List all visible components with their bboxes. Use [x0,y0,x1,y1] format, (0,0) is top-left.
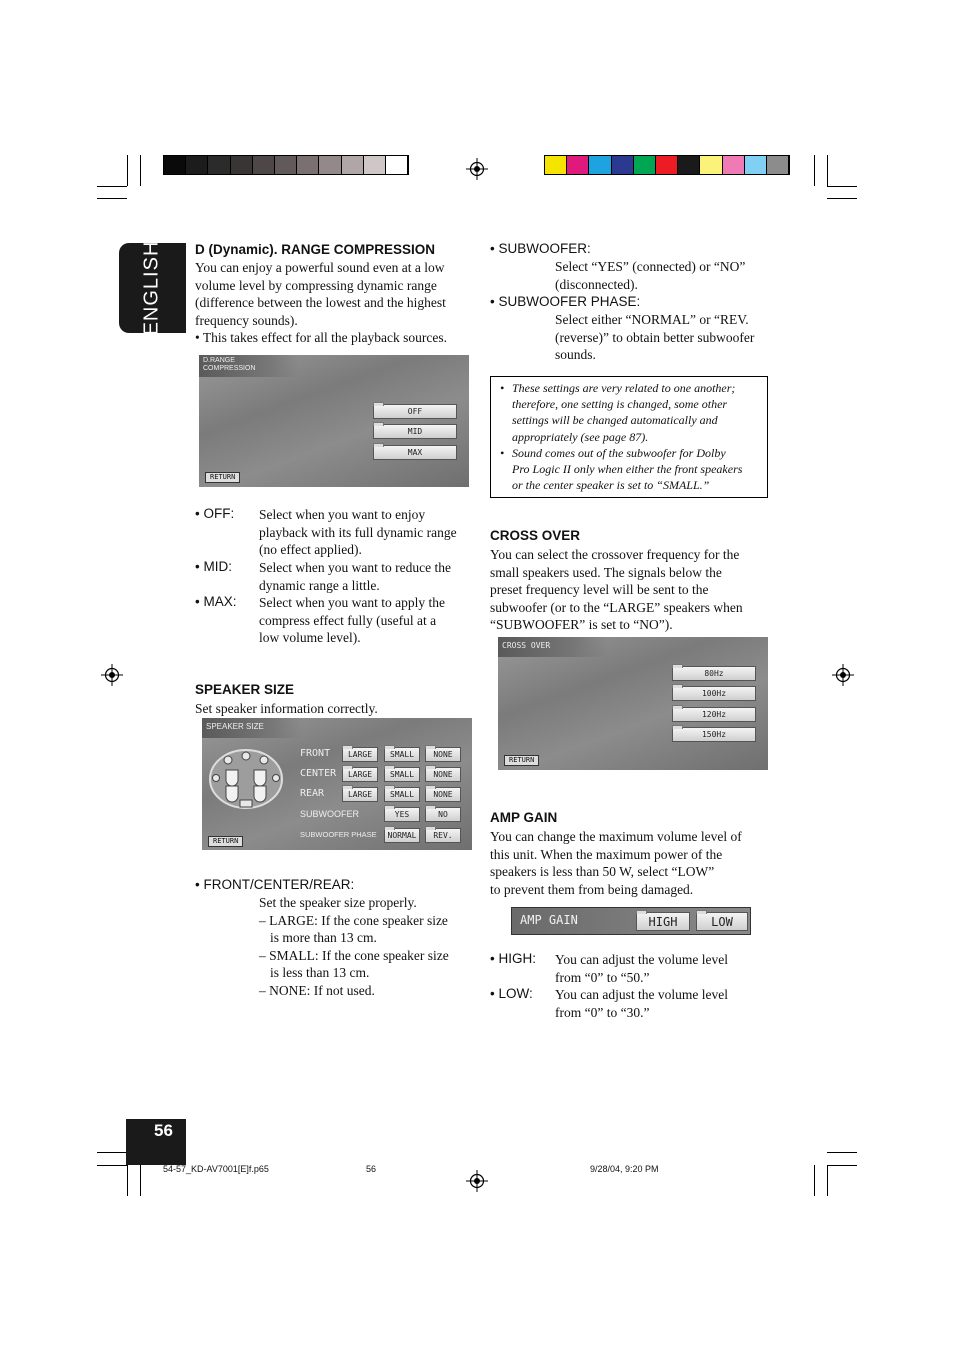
subwoofer-yes-button[interactable]: YES [384,807,420,822]
crop-mark [814,1165,815,1196]
text-line: is more than 13 cm. [270,930,377,946]
registration-target-icon [832,664,854,686]
color-swatch [612,156,634,174]
crop-mark [827,1165,857,1166]
color-swatch [386,156,408,174]
speaker-layout-icon [208,748,284,810]
text-line: playback with its full dynamic range [259,524,457,540]
color-swatch [634,156,656,174]
phase-rev-button[interactable]: REV. [425,828,461,843]
amp-gain-desc [490,828,770,898]
item-label: FRONT/CENTER/REAR: [203,877,355,892]
text-line: frequency sounds). [195,312,298,328]
text-line: settings will be changed automatically and [512,413,718,428]
item-label: MID: [203,559,232,574]
color-swatch [656,156,678,174]
color-swatch [208,156,230,174]
text-line: Set the speaker size properly. [259,895,417,910]
text-line: small speakers used. The signals below the [490,564,722,580]
subwoofer-phase-row-label: SUBWOOFER PHASE [300,830,377,839]
color-swatch [231,156,253,174]
crossover-150hz-button[interactable]: 150Hz [672,727,756,742]
color-swatch [700,156,722,174]
subwoofer-no-button[interactable]: NO [425,807,461,822]
high-desc [555,951,775,986]
crossover-screen [498,637,768,770]
text-line: compress effect fully (useful at a [259,612,437,628]
text-line: from “0” to “50.” [555,969,650,985]
fcr-label: • FRONT/CENTER/REAR: [195,877,355,892]
phase-normal-button[interactable]: NORMAL [384,828,420,843]
text-line: speakers is less than 50 W, select “LOW” [490,864,715,880]
text-line: – LARGE: If the cone speaker size [259,912,448,928]
text-line: You can change the maximum volume level of [490,829,742,844]
text-line: subwoofer (or to the “LARGE” speakers when [490,599,743,615]
crop-mark [827,1165,828,1196]
footer-date: 9/28/04, 9:20 PM [590,1164,659,1174]
text-line: Select “YES” (connected) or “NO” [555,259,746,274]
crop-mark [827,1152,857,1153]
color-swatch [745,156,767,174]
registration-target-icon [466,1170,488,1192]
registration-target-icon [466,158,488,180]
amp-gain-screen [511,907,751,935]
amp-gain-low-button[interactable]: LOW [696,912,748,931]
drc-max-button[interactable]: MAX [373,445,457,460]
crop-mark [827,186,857,187]
note-item [500,445,759,494]
crop-mark [97,1152,127,1153]
crossover-100hz-button[interactable]: 100Hz [672,686,756,701]
return-button[interactable]: RETURN [208,836,243,847]
speaker-size-screen [202,718,472,850]
screen-title-line: D.RANGE [203,357,235,364]
text-line: is less than 13 cm. [270,965,370,981]
drc-note-text: This takes effect for all the playback sources. [202,330,448,346]
drc-heading: D (Dynamic). RANGE COMPRESSION [195,242,436,257]
text-line: You can adjust the volume level [555,987,728,1002]
color-swatch [319,156,341,174]
bullet: • [500,445,505,460]
text-line: (disconnected). [555,276,638,292]
text-line: These settings are very related to one another; [512,381,736,395]
color-swatch [342,156,364,174]
footer-file: 54-57_KD-AV7001[E]f.p65 [163,1164,269,1174]
color-swatch [545,156,567,174]
drc-screen-title [199,355,299,377]
center-large-button[interactable]: LARGE [342,767,378,782]
text-line: Select when you want to reduce the [259,560,451,575]
crossover-screen-title: CROSS OVER [498,637,608,657]
speaker-size-intro: Set speaker information correctly. [195,701,378,716]
text-line: from “0” to “30.” [555,1004,650,1020]
note-item [500,380,759,445]
crop-mark [814,155,815,186]
text-line: Select when you want to apply the [259,595,445,610]
color-swatch [364,156,386,174]
low-label: • LOW: [490,986,533,1001]
registration-target-icon [101,664,123,686]
drc-mid-button[interactable]: MID [373,424,457,439]
text-line: “SUBWOOFER” is set to “NO”). [490,617,673,633]
fcr-desc [259,894,479,1000]
return-button[interactable]: RETURN [504,755,539,766]
gray-color-bar [163,155,409,175]
text-line: You can enjoy a powerful sound even at a low [195,260,445,275]
amp-gain-heading: AMP GAIN [490,810,558,825]
item-label: SUBWOOFER: [498,241,591,256]
item-label: MAX: [203,594,237,609]
center-small-button[interactable]: SMALL [384,767,420,782]
text-line: this unit. When the maximum power of the [490,846,723,862]
color-bar [544,155,790,175]
drc-off-button[interactable]: OFF [373,404,457,419]
speaker-size-heading: SPEAKER SIZE [195,682,295,697]
text-line: Select either “NORMAL” or “REV. [555,312,749,327]
rear-none-button[interactable]: NONE [425,787,461,802]
rear-row-label: REAR [300,788,325,799]
color-swatch [253,156,275,174]
amp-gain-screen-title: AMP GAIN [520,913,578,927]
drc-screen [199,355,469,487]
crop-mark [140,1165,141,1196]
text-line: – NONE: If not used. [259,982,375,998]
subwoofer-row-label: SUBWOOFER [300,809,360,819]
page-number: 56 [154,1121,173,1140]
center-row-label: CENTER [300,768,337,779]
drc-off-label: • OFF: [195,506,235,521]
crop-mark [140,155,141,186]
item-label: HIGH: [498,951,536,966]
text-line: Sound comes out of the subwoofer for Dolby [512,445,726,460]
text-line: or the center speaker is set to “SMALL.” [512,478,710,493]
crop-mark [827,198,857,199]
drc-mid-label: • MID: [195,559,232,574]
text-line: Select when you want to enjoy [259,507,426,522]
text-line: preset frequency level will be sent to the [490,582,709,598]
text-line: low volume level). [259,630,361,646]
amp-gain-high-button[interactable]: HIGH [636,912,690,931]
language-tab-label: ENGLISH [140,240,163,336]
drc-max-label: • MAX: [195,594,237,609]
high-label: • HIGH: [490,951,536,966]
phase-label: • SUBWOOFER PHASE: [490,294,641,309]
subwoofer-desc [555,258,775,293]
text-line: (difference between the lowest and the highest [195,295,446,311]
rear-small-button[interactable]: SMALL [384,787,420,802]
color-swatch [678,156,700,174]
text-line: – SMALL: If the cone speaker size [259,947,449,963]
drc-mid-desc [259,559,479,594]
drc-intro [195,259,475,347]
front-large-button[interactable]: LARGE [342,747,378,762]
subwoofer-label: • SUBWOOFER: [490,241,591,256]
color-swatch [164,156,186,174]
language-tab [119,240,186,336]
crossover-80hz-button[interactable]: 80Hz [672,666,756,681]
drc-note: • This takes effect for all the playback sources. [195,330,448,346]
crop-mark [97,1165,127,1166]
color-swatch [567,156,589,174]
notes-box [490,376,768,498]
color-swatch [275,156,297,174]
crop-mark [127,155,128,186]
color-swatch [186,156,208,174]
page-number-box [126,1119,186,1165]
color-swatch [723,156,745,174]
front-none-button[interactable]: NONE [425,747,461,762]
text-line: dynamic range a little. [259,577,380,593]
text-line: sounds. [555,347,596,363]
text-line: volume level by compressing dynamic range [195,277,437,293]
phase-desc [555,311,775,364]
text-line: (no effect applied). [259,542,362,558]
front-row-label: FRONT [300,748,331,759]
drc-max-desc [259,594,479,647]
screen-title-line: COMPRESSION [203,365,256,372]
front-small-button[interactable]: SMALL [384,747,420,762]
crop-mark [127,1165,128,1196]
color-swatch [767,156,789,174]
rear-large-button[interactable]: LARGE [342,787,378,802]
low-desc [555,986,775,1021]
bullet: • [500,381,505,395]
crop-mark [97,186,127,187]
speaker-screen-title: SPEAKER SIZE [202,718,302,738]
item-label: LOW: [498,986,533,1001]
footer-page: 56 [366,1164,377,1174]
item-label: OFF: [203,506,235,521]
item-label: SUBWOOFER PHASE: [498,294,641,309]
text-line: (reverse)” to obtain better subwoofer [555,329,755,345]
drc-off-desc [259,506,479,559]
return-button[interactable]: RETURN [205,472,240,483]
crossover-120hz-button[interactable]: 120Hz [672,707,756,722]
text-line: Pro Logic II only when either the front speakers [512,462,743,477]
crossover-heading: CROSS OVER [490,528,581,543]
center-none-button[interactable]: NONE [425,767,461,782]
color-swatch [589,156,611,174]
crossover-desc [490,546,770,634]
text-line: You can adjust the volume level [555,952,728,967]
crop-mark [827,155,828,186]
crop-mark [97,198,127,199]
text-line: You can select the crossover frequency for the [490,547,740,562]
text-line: appropriately (see page 87). [512,429,649,444]
color-swatch [297,156,319,174]
text-line: therefore, one setting is changed, some other [512,397,728,412]
text-line: to prevent them from being damaged. [490,881,694,897]
